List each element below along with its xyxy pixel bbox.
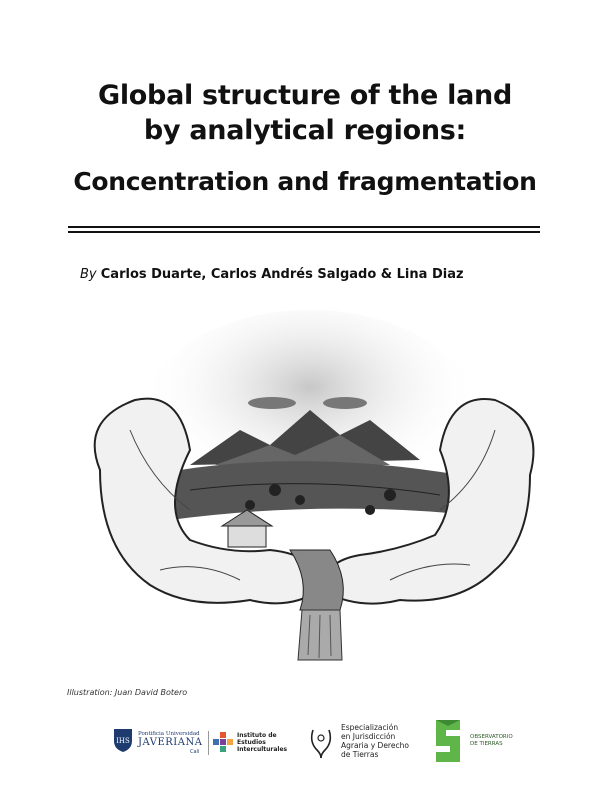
especializacion-logo (307, 722, 427, 766)
especializacion-line-1: Especialización (341, 723, 399, 732)
instituto-line-3: Interculturales (237, 746, 288, 753)
svg-text:IHS: IHS (116, 737, 130, 745)
hands-landscape-illustration (40, 300, 590, 690)
instituto-logo (212, 729, 292, 757)
observatorio-s-icon (432, 716, 464, 766)
title-rule-top (68, 226, 540, 228)
observatorio-line-1: OBSERVATORIO (470, 734, 513, 740)
instituto-line-1: Instituto de (237, 732, 277, 739)
especializacion-line-3: Agraria y Derecho (341, 741, 409, 750)
title-rule-bottom (68, 231, 540, 233)
title-line-1: Global structure of the land (97, 80, 512, 111)
observatorio-logo (432, 716, 532, 768)
javeriana-line-3: Cali (190, 749, 200, 755)
title-line-2: by analytical regions: (143, 115, 467, 146)
especializacion-hands-icon (307, 726, 335, 760)
especializacion-line-2: en Jurisdicción (341, 732, 396, 741)
logo-divider (208, 731, 209, 755)
especializacion-line-4: de Tierras (341, 750, 379, 759)
byline-prefix: By (80, 267, 97, 282)
byline (80, 267, 464, 282)
javeriana-line-1: Pontificia Universidad (138, 731, 200, 737)
document-subtitle: Concentration and fragmentation (73, 167, 537, 196)
javeriana-shield-icon (112, 727, 134, 753)
instituto-line-2: Estudios (237, 739, 266, 746)
instituto-star-icon (212, 731, 234, 753)
byline-authors: Carlos Duarte, Carlos Andrés Salgado & Lina Diaz (100, 267, 464, 282)
document-title (0, 78, 610, 148)
observatorio-line-2: DE TIERRAS (470, 741, 503, 747)
javeriana-logo (112, 727, 207, 757)
illustration-credit: Illustration: Juan David Botero (67, 688, 188, 697)
javeriana-line-2: JAVERIANA (138, 737, 203, 748)
